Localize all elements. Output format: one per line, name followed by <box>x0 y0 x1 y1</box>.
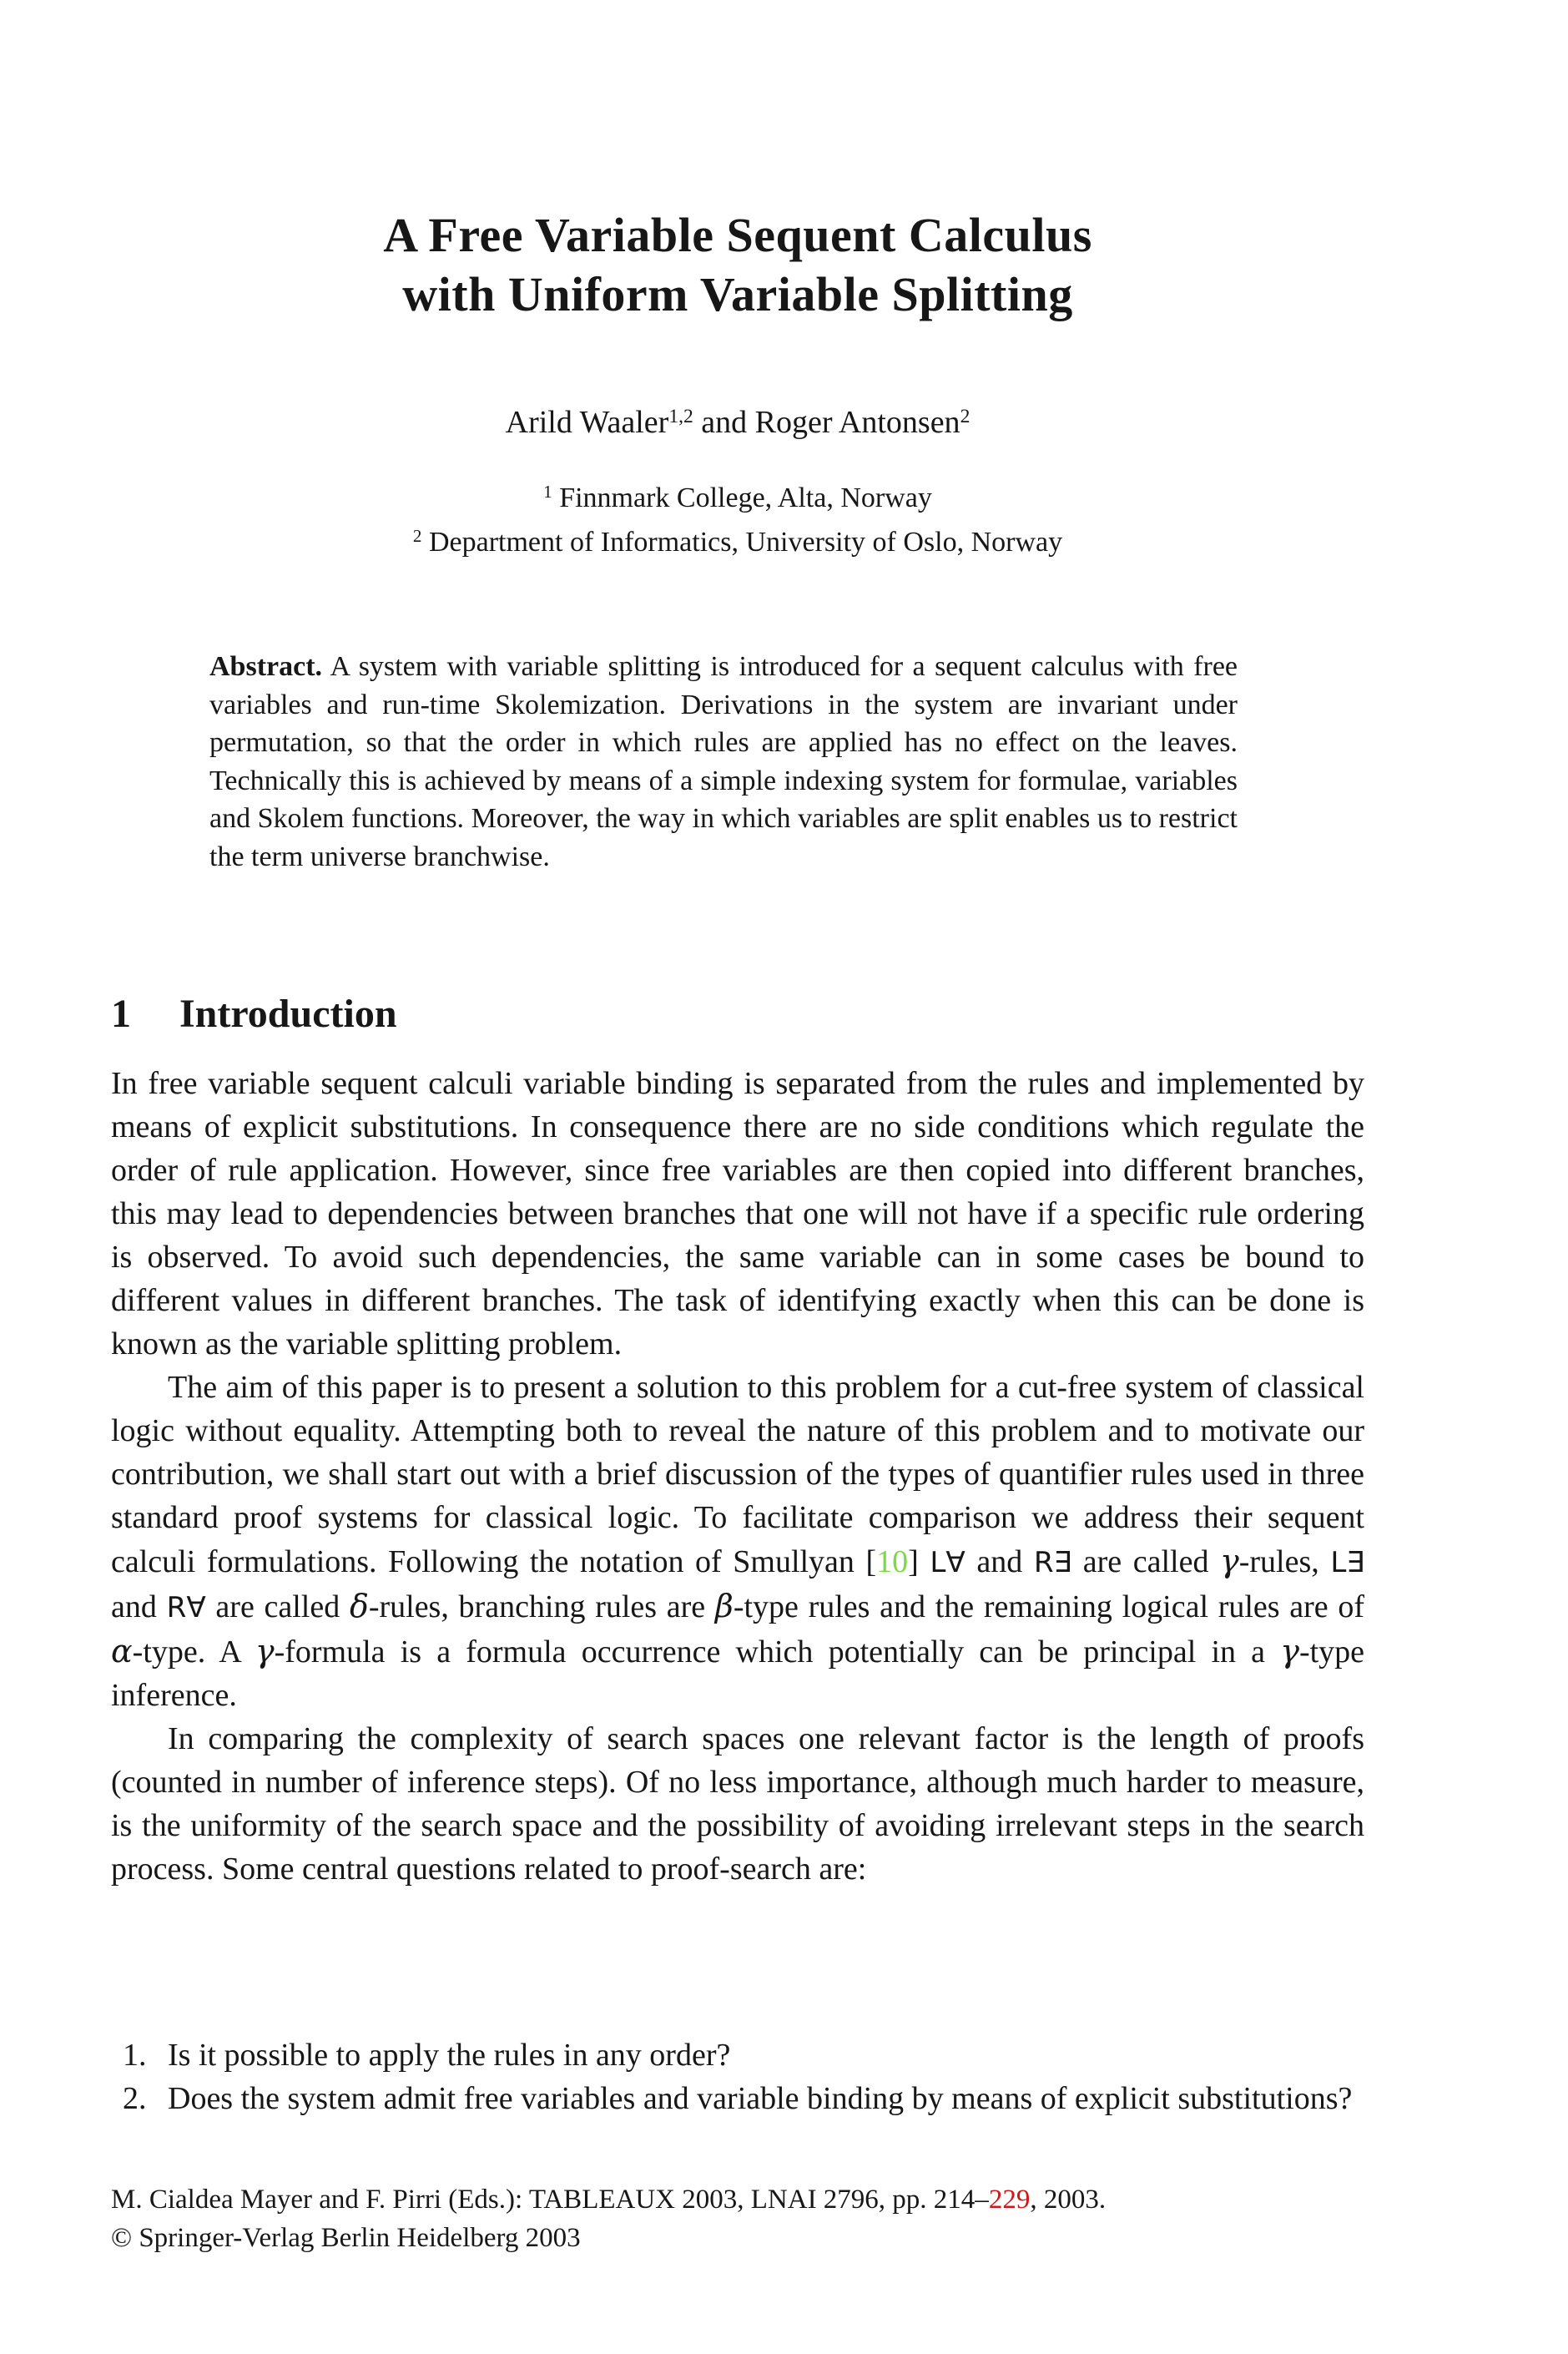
paper-title-line-1: A Free Variable Sequent Calculus <box>383 208 1092 262</box>
list-item-marker: 1. <box>123 2038 147 2073</box>
text-segment: ] <box>908 1544 930 1579</box>
abstract-paragraph <box>209 648 1238 876</box>
text-segment: and <box>111 1589 167 1624</box>
body-text <box>111 1062 1364 1891</box>
list-item-marker: 2. <box>123 2081 147 2116</box>
list-item-text: Is it possible to apply the rules in any order? <box>168 2038 731 2073</box>
footer-copyright-line: © Springer-Verlag Berlin Heidelberg 2003 <box>111 2223 581 2253</box>
text-segment: The aim of this paper is to present a solution to this problem for a cut-free system of classical logic without equality. Attempting both to reveal the nature of this problem and to motivate our contribution, we shall start out with a brief discussion of the types of quantifier rules used in three standard proof systems for classical logic. To facilitate comparison we address their sequent calculi formulations. Following the notation of Smullyan [ <box>111 1370 1364 1579</box>
text-segment: are called <box>205 1589 350 1624</box>
list-item <box>111 2077 1364 2120</box>
text-segment: and <box>965 1544 1034 1579</box>
question-list <box>111 2033 1364 2120</box>
affiliation-item <box>111 522 1364 566</box>
text-segment: -formula is a formula occurrence which potentially can be principal in a <box>274 1634 1281 1670</box>
list-item <box>111 2033 1364 2077</box>
superscript-marker: 1,2 <box>668 406 693 428</box>
greek-symbol: γ <box>1220 1543 1239 1579</box>
text-segment: -rules, <box>1238 1544 1331 1579</box>
greek-symbol: γ <box>1280 1633 1299 1670</box>
footer-editors-line <box>111 2180 1364 2219</box>
paper-title-line-2: with Uniform Variable Splitting <box>402 267 1073 321</box>
body-paragraph <box>111 1366 1364 1717</box>
superscript-marker: 1 <box>543 482 552 503</box>
section-title: Introduction <box>179 992 397 1036</box>
body-paragraph <box>111 1717 1364 1891</box>
text-segment: -type inference. <box>111 1634 1365 1713</box>
affiliations <box>111 477 1364 566</box>
text-segment: -rules, branching rules are <box>368 1589 715 1624</box>
text-segment: Arild Waaler <box>505 405 669 440</box>
sans-rule-token: R∀ <box>166 1591 206 1624</box>
text-segment: A system with variable splitting is introduced for a sequent calculus with free variables and run-time Skolemization. Derivations in the system are invariant under permutation, so that the order in which rules are applied has no effect on the leaves. Technically this is achieved by means of a simple indexing system for formulae, variables and Skolem functions. Moreover, the way in which variables are split enables us to restrict the term universe branchwise. <box>209 651 1238 872</box>
text-segment: M. Cialdea Mayer and F. Pirri (Eds.): TABLEAUX 2003, LNAI 2796, pp. 214– <box>111 2185 989 2215</box>
greek-symbol: β <box>714 1588 734 1624</box>
greek-symbol: α <box>111 1633 133 1670</box>
author-line <box>111 402 1364 447</box>
text-segment: Department of Informatics, University of Oslo, Norway <box>421 527 1063 558</box>
text-segment: In comparing the complexity of search spaces one relevant factor is the length of proofs (counted in number of inference steps). Of no less importance, although much harder to measure, is the uniformity of the search space and the possibility of avoiding irrelevant steps in the search process. Some central questions related to proof-search are: <box>111 1721 1364 1887</box>
greek-symbol: γ <box>255 1633 275 1670</box>
text-segment: -type. A <box>132 1634 255 1670</box>
sans-rule-token: L∀ <box>930 1546 966 1579</box>
text-segment: -type rules and the remaining logical rules are of <box>733 1589 1365 1624</box>
sans-rule-token: L∃ <box>1330 1546 1364 1579</box>
text-segment: , 2003. <box>1030 2185 1107 2215</box>
sans-rule-token: R∃ <box>1033 1546 1072 1579</box>
footer <box>111 2180 1364 2257</box>
body-paragraph <box>111 1062 1364 1366</box>
paper-title <box>111 205 1364 324</box>
text-segment: and Roger Antonsen <box>693 405 960 440</box>
text-segment: are called <box>1071 1544 1221 1579</box>
superscript-marker: 2 <box>960 406 971 428</box>
list-item-text: Does the system admit free variables and variable binding by means of explicit substitutions? <box>168 2081 1353 2116</box>
abstract-label: Abstract. <box>209 651 323 682</box>
affiliation-item <box>111 477 1364 522</box>
page-number-link[interactable]: 229 <box>988 2185 1031 2215</box>
greek-symbol: δ <box>349 1588 369 1624</box>
citation-link[interactable]: 10 <box>876 1544 909 1579</box>
text-segment: In free variable sequent calculi variable binding is separated from the rules and implemented by means of explicit substitutions. In consequence there are no side conditions which regulate the order of rule application. However, since free variables are then copied into different branches, this may lead to dependencies between branches that one will not have if a specific rule ordering is observed. To avoid such dependencies, the same variable can in some cases be bound to different values in different branches. The task of identifying exactly when this can be done is known as the variable splitting problem. <box>111 1066 1364 1361</box>
text-segment: Finnmark College, Alta, Norway <box>552 482 932 513</box>
superscript-marker: 2 <box>412 526 422 547</box>
section-heading <box>111 990 1364 1038</box>
section-number: 1 <box>111 992 131 1036</box>
